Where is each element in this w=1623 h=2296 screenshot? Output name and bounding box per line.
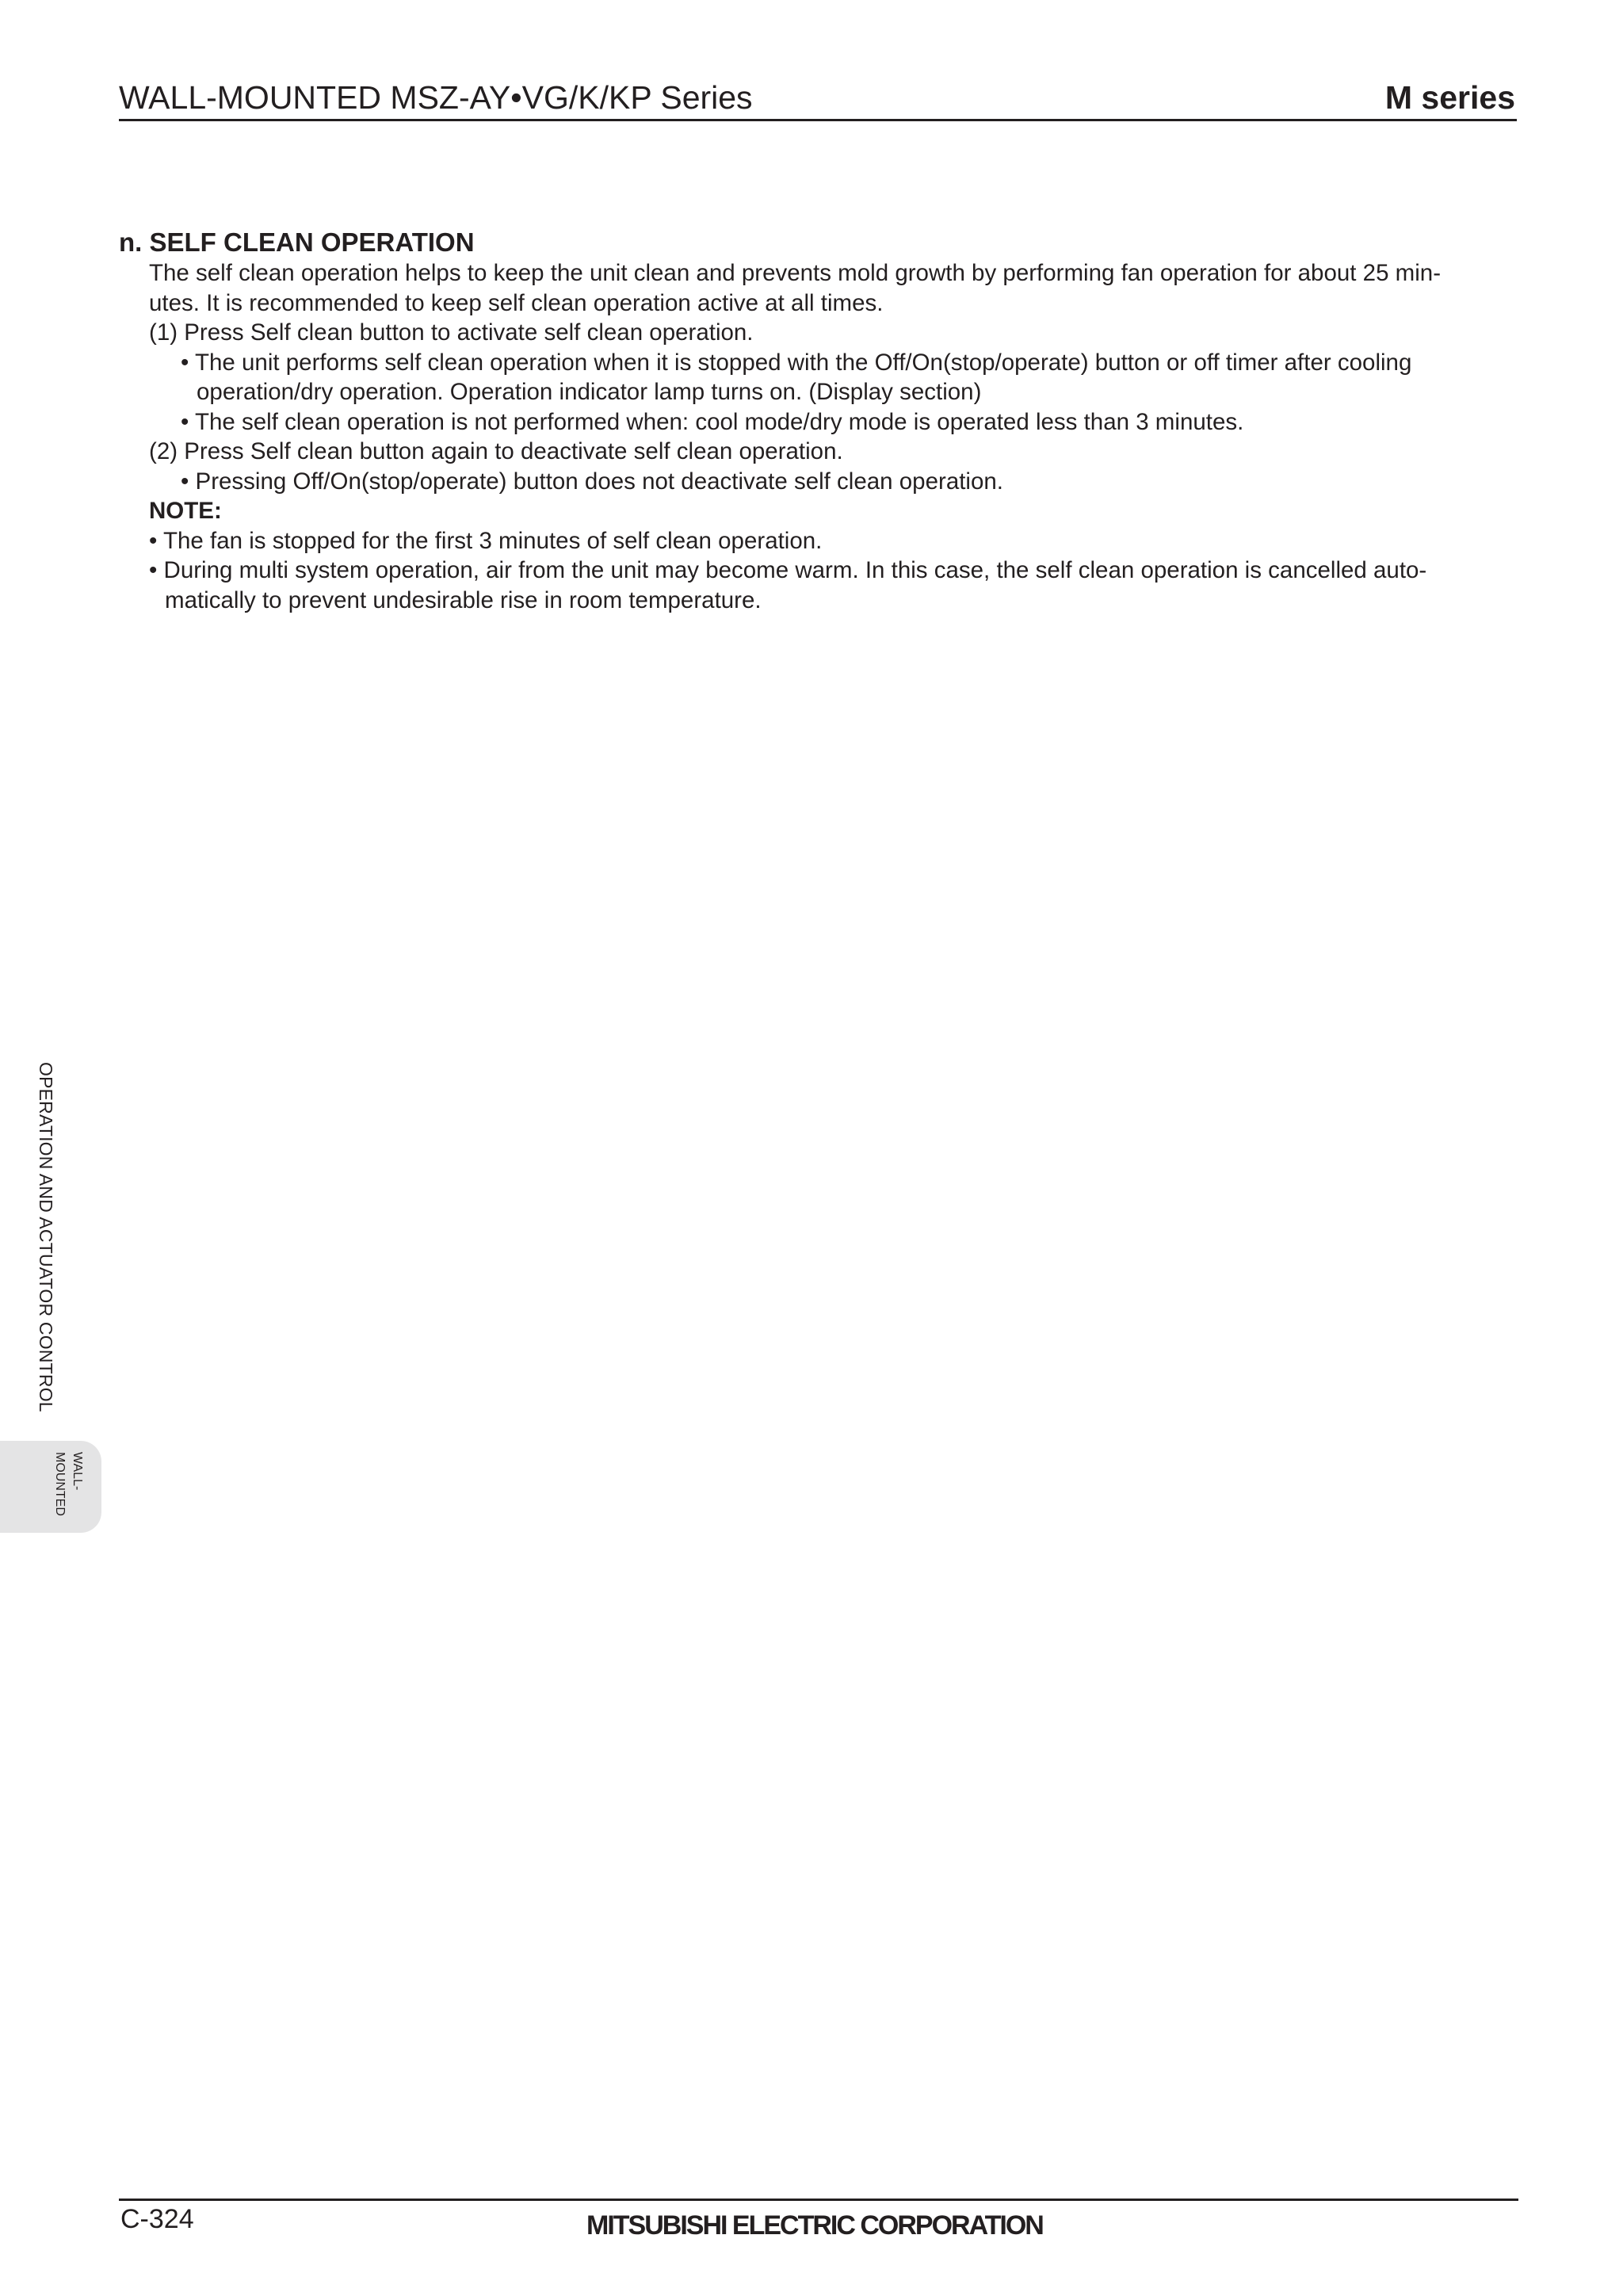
page-header bbox=[119, 76, 1517, 121]
note-item-continued: matically to prevent undesirable rise in room temperature. bbox=[165, 586, 762, 613]
chapter-tab-label: WALL- MOUNTED bbox=[53, 1452, 84, 1516]
chapter-side-label: OPERATION AND ACTUATOR CONTROL bbox=[36, 1062, 56, 1412]
chapter-tab bbox=[0, 1441, 101, 1533]
step-1-bullet: • The self clean operation is not performed when: cool mode/dry mode is operated less than 3 minutes. bbox=[181, 408, 1244, 435]
note-label: NOTE: bbox=[149, 498, 222, 524]
intro-line: The self clean operation helps to keep the unit clean and prevents mold growth by performing fan operation for about 25 min- bbox=[149, 260, 1442, 286]
main-content bbox=[119, 227, 1522, 615]
company-name: MITSUBISHI ELECTRIC CORPORATION bbox=[586, 2210, 1043, 2241]
note-item: • The fan is stopped for the first 3 minutes of self clean operation. bbox=[149, 527, 823, 554]
step-2: (2) Press Self clean button again to deactivate self clean operation. bbox=[149, 438, 843, 464]
step-1-bullet-continued: operation/dry operation. Operation indicator lamp turns on. (Display section) bbox=[197, 379, 982, 405]
note-item: • During multi system operation, air from the unit may become warm. In this case, the self clean operation is cancelled auto- bbox=[149, 557, 1427, 583]
intro-line: utes. It is recommended to keep self clean operation active at all times. bbox=[149, 289, 884, 316]
footer-rule bbox=[119, 2199, 1518, 2201]
step-2-bullet: • Pressing Off/On(stop/operate) button does not deactivate self clean operation. bbox=[181, 468, 1003, 495]
step-1-bullet: • The unit performs self clean operation when it is stopped with the Off/On(stop/operate) button or off timer after cooling bbox=[181, 349, 1412, 376]
series-label: M series bbox=[1384, 79, 1515, 116]
section-title: n. SELF CLEAN OPERATION bbox=[119, 227, 475, 257]
page-number: C-324 bbox=[120, 2204, 194, 2234]
document-title: WALL-MOUNTED MSZ-AY•VG/K/KP Series bbox=[119, 79, 753, 116]
step-1: (1) Press Self clean button to activate self clean operation. bbox=[149, 319, 754, 346]
